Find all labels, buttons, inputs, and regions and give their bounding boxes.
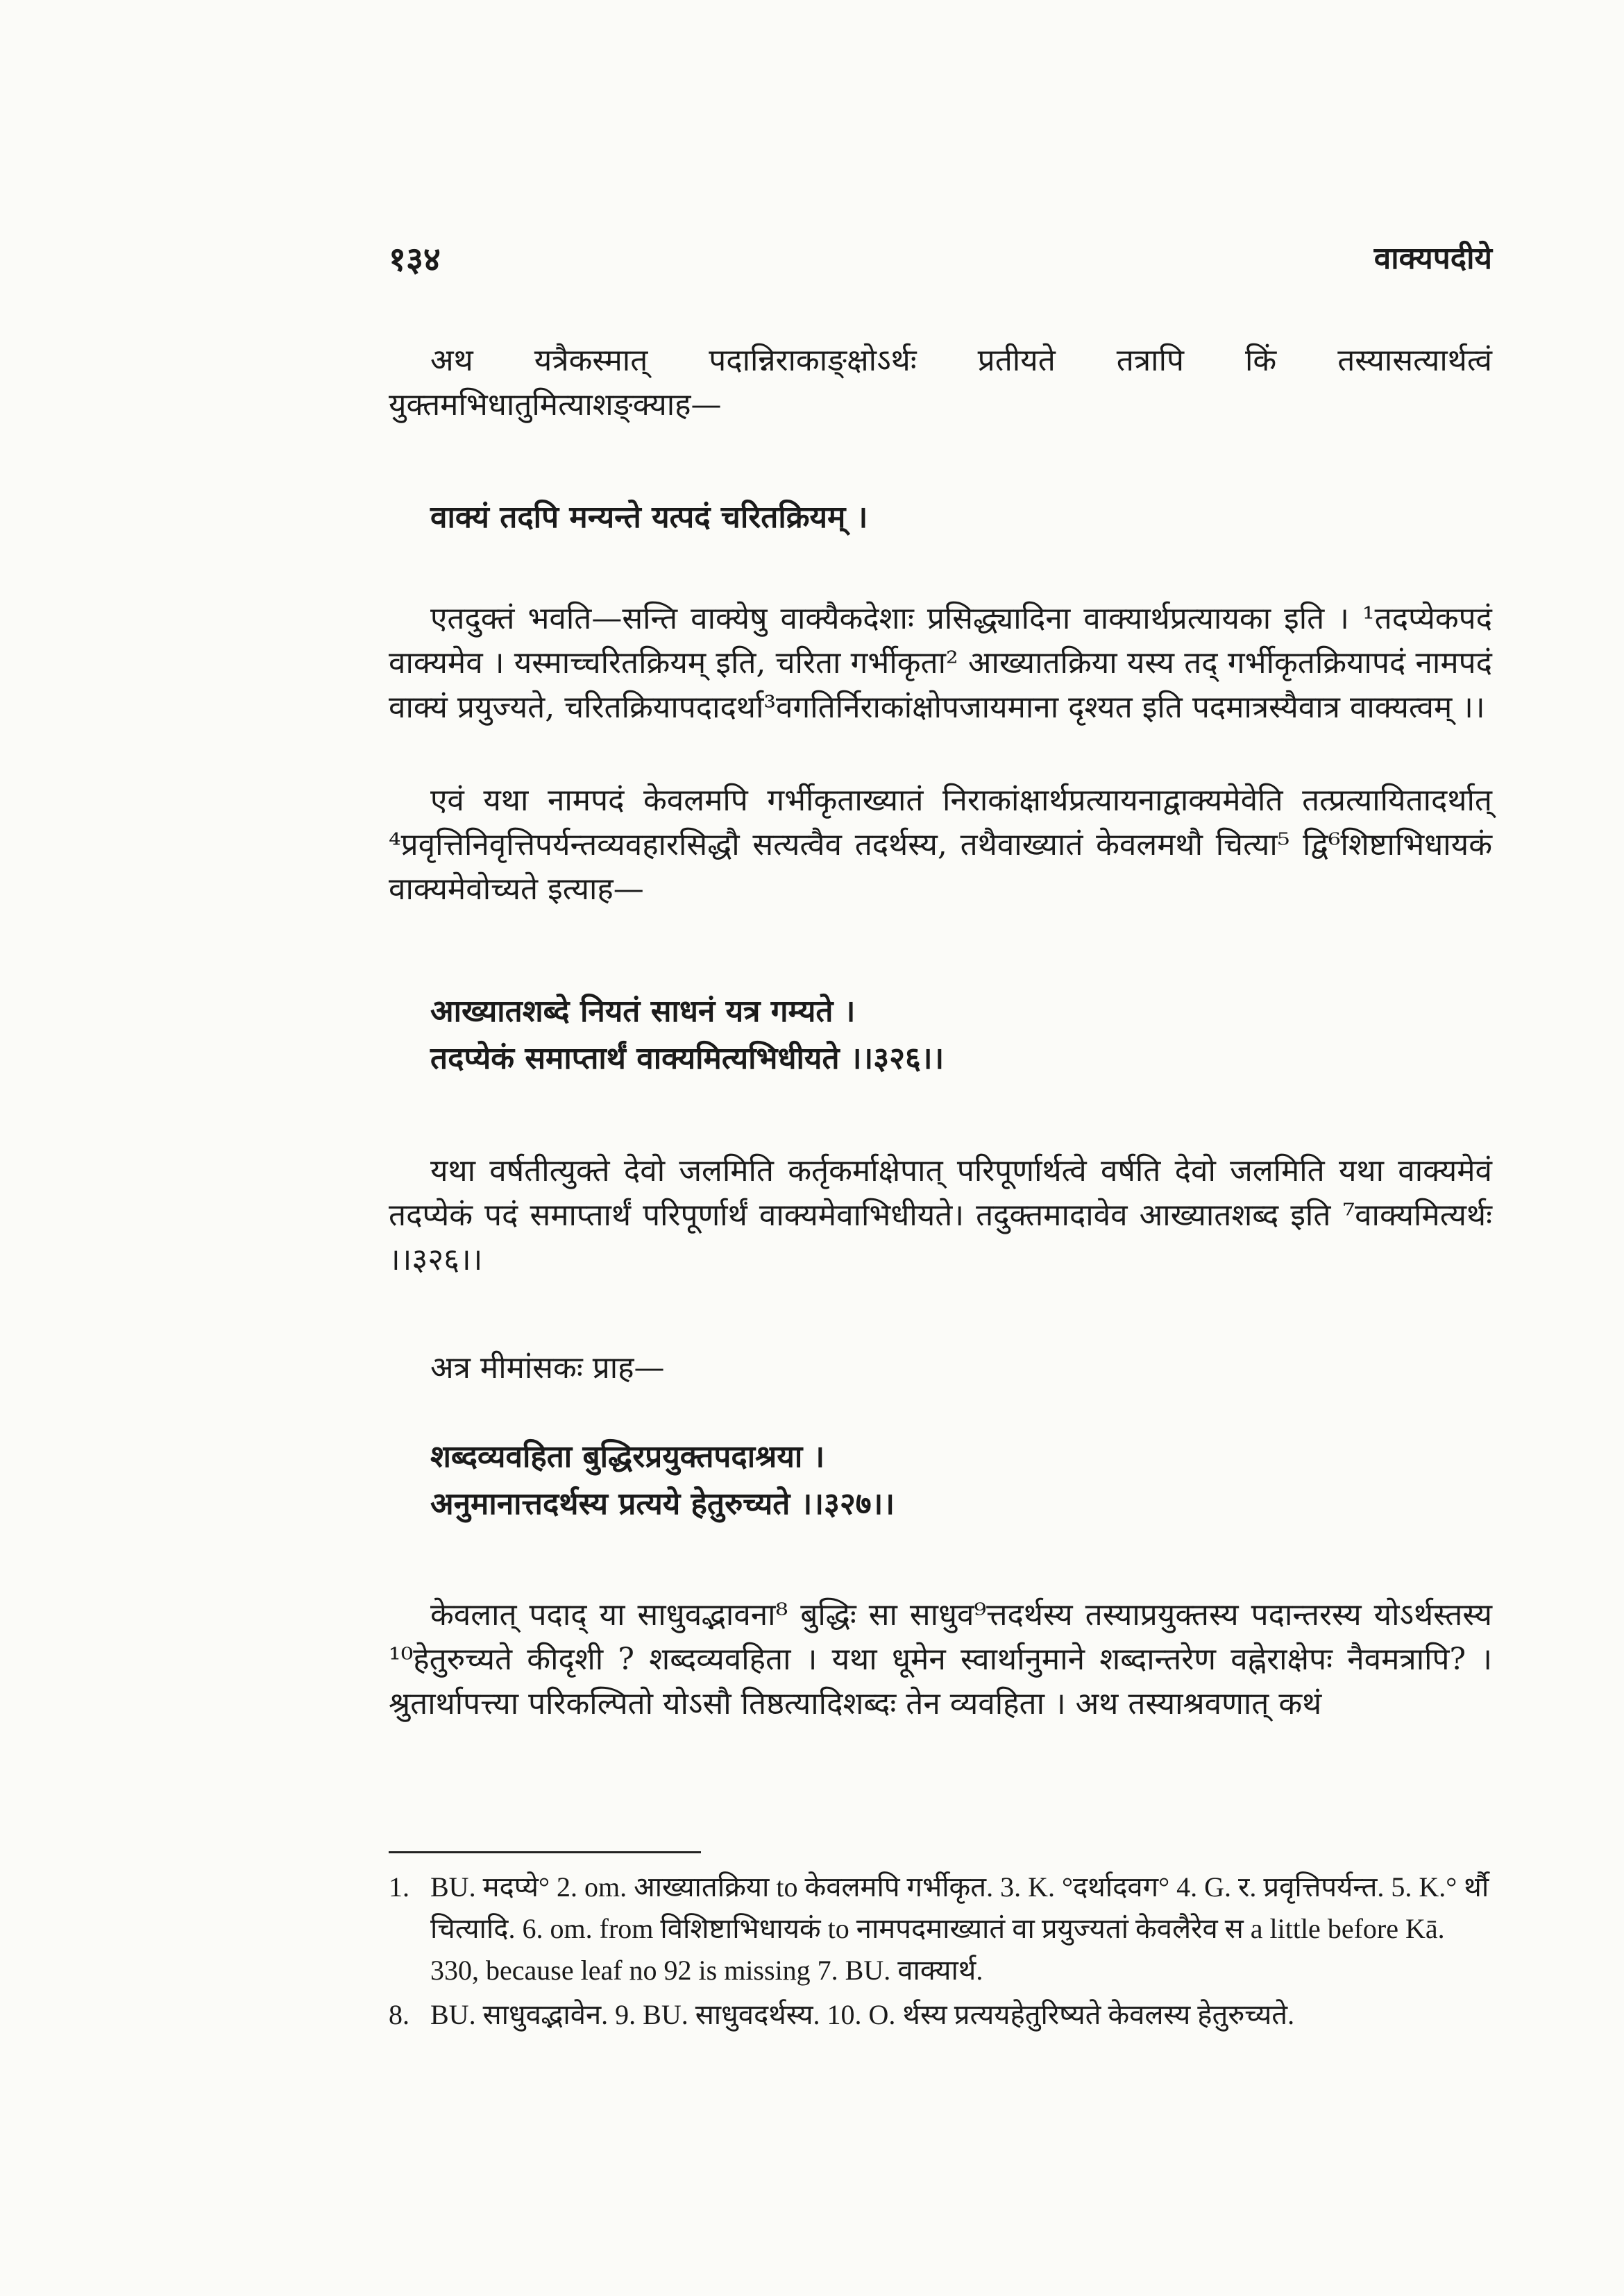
verse-line: वाक्यं तदपि मन्यन्ते यत्पदं चरितक्रियम् । xyxy=(430,500,868,535)
footnote-text: BU. मदप्ये° 2. om. आख्यातक्रिया to केवलमपि गर्भीकृत. 3. K. °दर्थादवग° 4. G. र. प्रवृत्तिपर्यन्त. 5. K.° र्थौ चित्यादि. 6. om. from विशिष्टाभिधायकं to नामपदमाख्यातं वा प्रयुज्यतां केवलैरेव स a little before Kā. 330, because leaf no 92 is missing 7. BU. वाक्यार्थ. xyxy=(430,1871,1489,1986)
verse-line: शब्दव्यवहिता बुद्धिरप्रयुक्तपदाश्रया । xyxy=(430,1439,825,1474)
footnote-item xyxy=(389,1866,1492,1991)
paragraph-commentary-326 xyxy=(389,1149,1492,1282)
verse-line: अनुमानात्तदर्थस्य प्रत्यये हेतुरुच्यते ।।३२७।। xyxy=(430,1486,895,1522)
paragraph-commentary-327 xyxy=(389,1593,1492,1726)
paragraph-intro-text: अथ यत्रैकस्मात् पदान्निराकाङ्क्षोऽर्थः प्रतीयते तत्रापि किं तस्यासत्यार्थत्वं युक्तमभिधातुमित्याशङ्क्याह— xyxy=(389,343,1492,423)
footnote-divider xyxy=(389,1851,701,1853)
paragraph-intro xyxy=(389,339,1492,427)
verse-line: तदप्येकं समाप्तार्थं वाक्यमित्यभिधीयते ।।३२६।। xyxy=(430,1041,945,1076)
page-header xyxy=(389,236,1492,278)
footnote-number: 1. xyxy=(389,1871,409,1903)
verse-block-1 xyxy=(430,494,1471,541)
paragraph-commentary-327-text: केवलात् पदाद् या साधुवद्भावना⁸ बुद्धिः सा साधुव⁹त्तदर्थस्य तस्याप्रयुक्तस्य पदान्तरस्य योऽर्थस्तस्य ¹⁰हेतुरुच्यते कीदृशी ? शब्दव्यवहिता । यथा धूमेन स्वार्थानुमाने शब्दान्तरेण वह्नेराक्षेपः नैवमत्रापि? । श्रुतार्थापत्त्या परिकल्पितो योऽसौ तिष्ठत्यादिशब्दः तेन व्यवहिता । अथ तस्याश्रवणात् कथं xyxy=(389,1597,1492,1721)
paragraph-mimamsaka xyxy=(389,1346,1492,1391)
verse-block-326 xyxy=(430,988,1471,1082)
paragraph-mimamsaka-text: अत्र मीमांसकः प्राह— xyxy=(430,1350,665,1386)
footnote-item xyxy=(389,1994,1492,2036)
footnotes xyxy=(389,1866,1492,2039)
footnote-text: BU. साधुवद्भावेन. 9. BU. साधुवदर्थस्य. 10. O. र्थस्य प्रत्ययहेतुरिष्यते केवलस्य हेतुरुच्यते. xyxy=(430,1999,1295,2030)
paragraph-commentary-1 xyxy=(389,597,1492,730)
footnote-number: 8. xyxy=(389,1999,409,2030)
verse-line: आख्यातशब्दे नियतं साधनं यत्र गम्यते । xyxy=(430,994,856,1029)
verse-block-327 xyxy=(430,1434,1471,1528)
paragraph-commentary-1-text: एतदुक्तं भवति—सन्ति वाक्येषु वाक्यैकदेशाः प्रसिद्ध्यादिना वाक्यार्थप्रत्यायका इति । ¹तदप्येकपदं वाक्यमेव । यस्माच्चरितक्रियम् इति, चरिता गर्भीकृता² आख्यातक्रिया यस्य तद् गर्भीकृतक्रियापदं नामपदं वाक्यं प्रयुज्यते, चरितक्रियापदादर्था³वगतिर्निराकांक्षोपजायमाना दृश्यत इति पदमात्रस्यैवात्र वाक्यत्वम् ।। xyxy=(389,601,1492,725)
paragraph-commentary-326-text: यथा वर्षतीत्युक्ते देवो जलमिति कर्तृकर्माक्षेपात् परिपूर्णार्थत्वे वर्षति देवो जलमिति यथा वाक्यमेवं तदप्येकं पदं समाप्तार्थं परिपूर्णार्थं वाक्यमेवाभिधीयते। तदुक्तमादावेव आख्यातशब्द इति ⁷वाक्यमित्यर्थः ।।३२६।। xyxy=(389,1153,1492,1277)
paragraph-commentary-2 xyxy=(389,779,1492,912)
running-title: वाक्यपदीये xyxy=(1373,241,1492,276)
paragraph-commentary-2-text: एवं यथा नामपदं केवलमपि गर्भीकृताख्यातं निराकांक्षार्थप्रत्यायनाद्वाक्यमेवेति तत्प्रत्यायितादर्थात् ⁴प्रवृत्तिनिवृत्तिपर्यन्तव्यवहारसिद्धौ सत्यत्वैव तदर्थस्य, तथैवाख्यातं केवलमथौ चित्या⁵ द्वि⁶शिष्टाभिधायकं वाक्यमेवोच्यते इत्याह— xyxy=(389,783,1492,907)
page-number: १३४ xyxy=(389,240,441,279)
